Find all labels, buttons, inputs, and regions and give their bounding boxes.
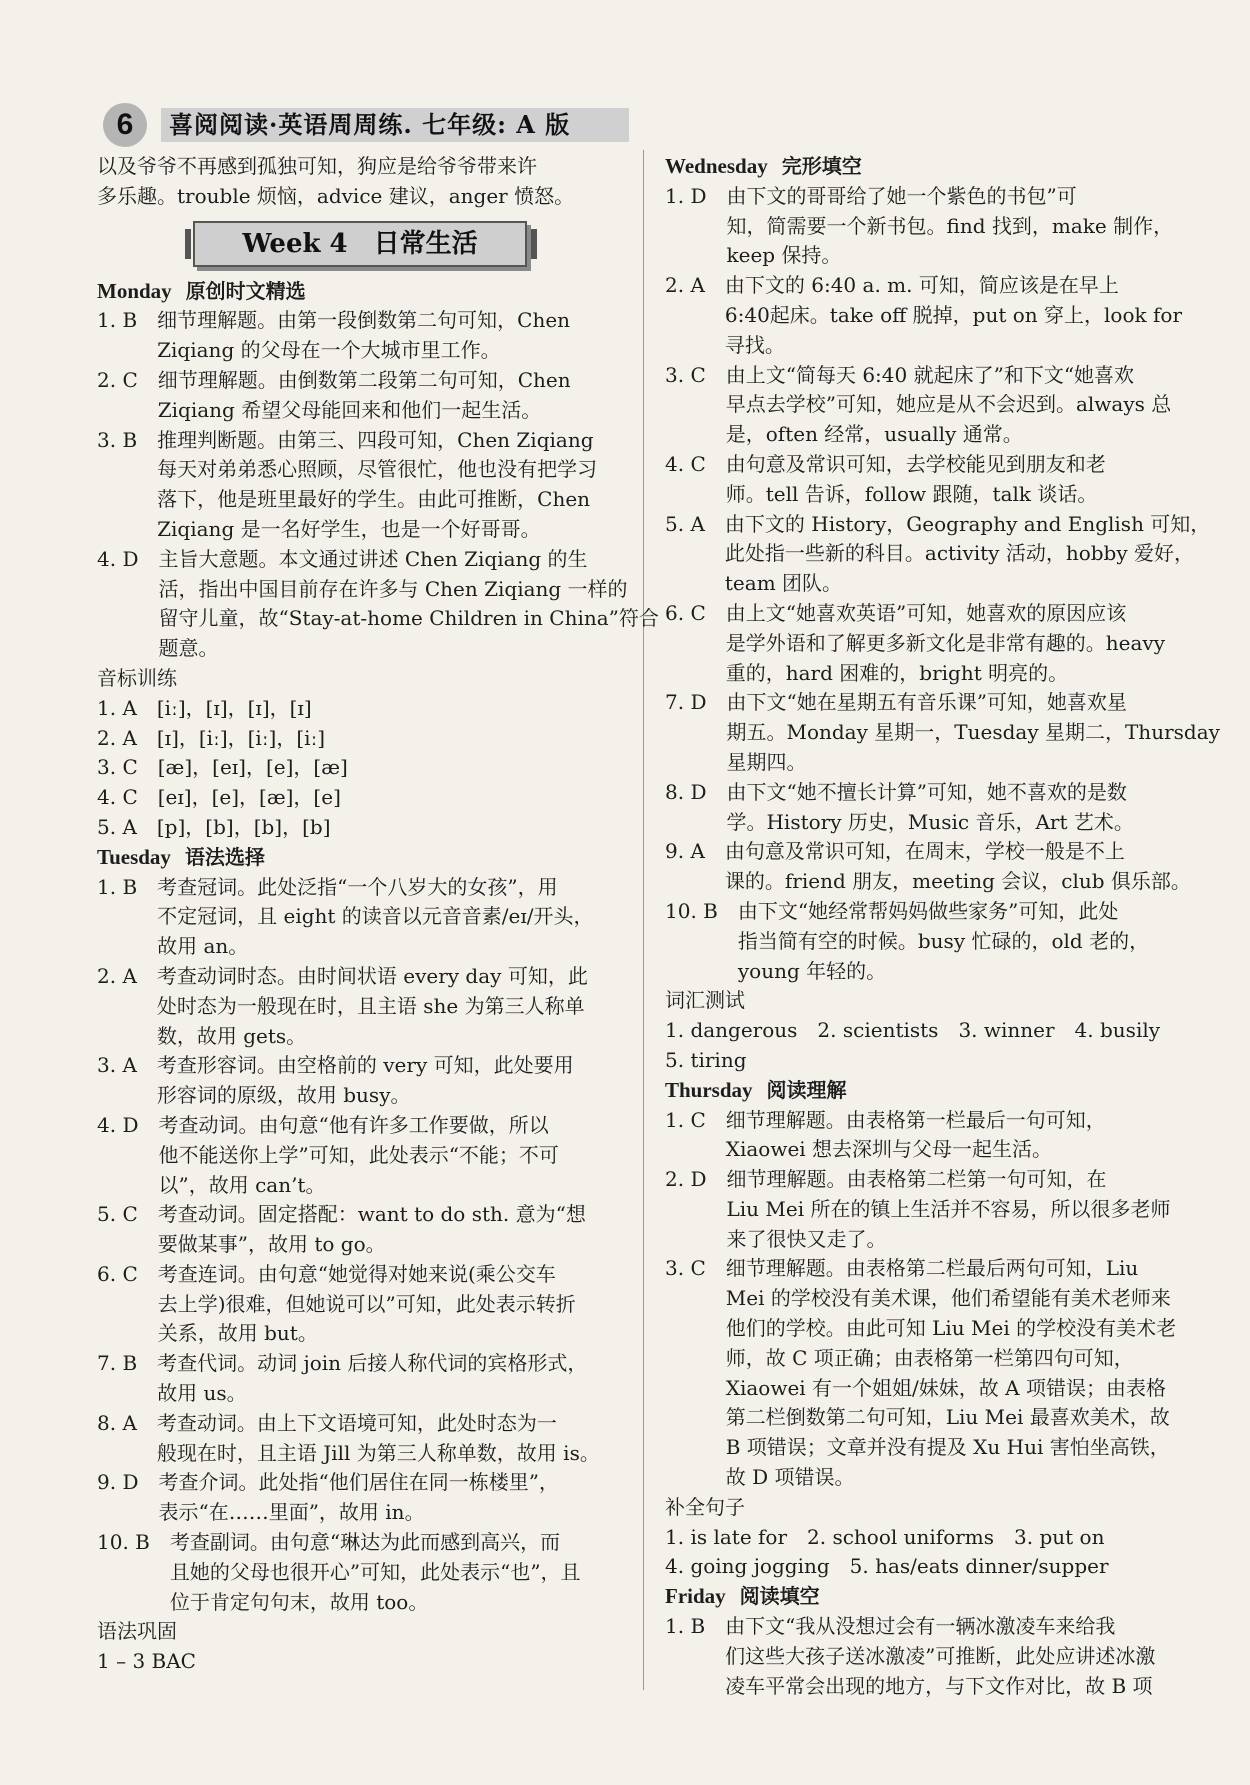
explanation-line: Ziqiang 是一名好学生，也是一个好哥哥。 — [157, 516, 541, 541]
answer-item — [97, 1468, 629, 1528]
explanation-line: 细节理解题。由第一段倒数第二句可知，Chen — [157, 308, 571, 333]
explanation-line: 数，故用 gets。 — [156, 1023, 307, 1048]
answer-number: 7. D — [665, 690, 727, 715]
explanation-line: 早点去学校”可知，她应是从不会迟到。always 总 — [725, 392, 1172, 417]
book-title: 喜阅阅读·英语周周练. 七年级: A 版 — [161, 108, 629, 142]
explanation-line: 考查连词。由句意“她觉得对她来说(乘公交车 — [157, 1261, 556, 1286]
answer-number: 4. D — [97, 546, 159, 571]
explanation-line: 且她的父母也很开心”可知，此处表示“也”，且 — [169, 1559, 581, 1584]
explanation-line: 由下文“我从没想过会有一辆冰激凌车来给我 — [725, 1614, 1116, 1639]
answer-explanation — [726, 599, 1193, 688]
sentence-answer-line: 4. going jogging 5. has/eats dinner/supper — [665, 1554, 1109, 1579]
explanation-line: 星期四。 — [726, 749, 807, 774]
answer-explanation — [158, 545, 658, 664]
explanation-line: Ziqiang 希望父母能回来和他们一起生活。 — [157, 397, 542, 422]
explanation-line: 般现在时，且主语 Jill 为第三人称单数，故用 is。 — [156, 1440, 600, 1465]
answer-item — [97, 1111, 629, 1200]
answer-explanation — [158, 1200, 629, 1260]
answer-item — [665, 688, 1220, 777]
explanation-line: 由句意及常识可知，去学校能见到朋友和老 — [725, 451, 1106, 476]
explanation-line: 细节理解题。由倒数第二段第二句可知，Chen — [157, 367, 571, 392]
answer-number: 3. C — [665, 1256, 726, 1281]
answer-item — [97, 545, 659, 664]
vocab-answer-line: 5. tiring — [665, 1047, 747, 1072]
phonetics-answer: 2. A [ɪ]，[iː]，[iː]，[iː] — [97, 725, 326, 750]
answer-item — [665, 837, 1193, 897]
explanation-line: Ziqiang 的父母在一个大城市里工作。 — [157, 338, 501, 363]
explanation-line: 课的。friend 朋友，meeting 会议，club 俱乐部。 — [724, 869, 1191, 894]
answer-item — [665, 897, 1193, 986]
explanation-line: Xiaowei 想去深圳与父母一起生活。 — [725, 1137, 1053, 1162]
answer-item — [665, 1612, 1193, 1701]
answer-item — [97, 426, 629, 545]
answer-number: 10. B — [665, 898, 738, 923]
explanation-line: 由上文“简每天 6:40 就起床了”和下文“她喜欢 — [725, 362, 1135, 387]
answer-item — [665, 599, 1193, 688]
answer-number: 4. D — [97, 1112, 159, 1137]
answer-number: 6. C — [97, 1261, 158, 1286]
answer-item — [97, 1349, 629, 1409]
explanation-line: B 项错误；文章并没有提及 Xu Hui 害怕坐高铁， — [725, 1435, 1170, 1460]
explanation-line: 形容词的原级，故用 busy。 — [156, 1083, 411, 1108]
explanation-line: 知，简需要一个新书包。find 找到，make 制作， — [726, 213, 1174, 238]
answer-item — [97, 1260, 629, 1349]
explanation-line: 来了很快又走了。 — [726, 1226, 887, 1251]
answer-item — [665, 361, 1193, 450]
phonetics-label: 音标训练 — [97, 665, 177, 690]
answer-explanation — [157, 962, 629, 1051]
answer-explanation — [157, 426, 629, 545]
explanation-line: 师，故 C 项正确；由表格第一栏第四句可知， — [725, 1345, 1134, 1370]
answer-number: 4. C — [665, 451, 726, 476]
explanation-line: 由下文“她在星期五有音乐课”可知，她喜欢星 — [726, 690, 1127, 715]
tuesday-day-label: Tuesday — [97, 844, 171, 869]
explanation-line: 是学外语和了解更多新文化是非常有趣的。heavy — [725, 630, 1165, 655]
answer-explanation — [725, 271, 1193, 360]
answer-number: 2. A — [97, 963, 157, 988]
answer-number: 7. B — [97, 1351, 158, 1376]
answer-explanation — [158, 1260, 629, 1349]
monday-section-title: 原创时文精选 — [185, 278, 306, 303]
grammar-review-answer: 1 – 3 BAC — [97, 1649, 196, 1674]
answer-number: 2. D — [665, 1167, 727, 1192]
answer-explanation — [157, 1409, 629, 1469]
answer-explanation — [726, 182, 1193, 271]
answer-item — [97, 962, 629, 1051]
answer-item — [97, 1409, 629, 1469]
answer-item — [665, 1165, 1193, 1254]
vocab-answer-line: 1. dangerous 2. scientists 3. winner 4. busily — [665, 1018, 1161, 1043]
answer-explanation — [158, 1468, 629, 1528]
answer-item — [665, 450, 1193, 510]
explanation-line: 师。tell 告诉，follow 跟随，talk 谈话。 — [725, 481, 1098, 506]
answer-explanation — [738, 897, 1193, 986]
explanation-line: 推理判断题。由第三、四段可知，Chen Ziqiang — [157, 427, 594, 452]
answer-number: 5. C — [97, 1202, 158, 1227]
answer-explanation — [726, 1254, 1193, 1492]
explanation-line: 们这些大孩子送冰激凌”可推断，此处应讲述冰激 — [725, 1643, 1156, 1668]
explanation-line: 故用 an。 — [157, 934, 249, 959]
explanation-line: 不定冠词，且 eight 的读音以元音音素/eɪ/开头， — [157, 904, 594, 929]
answer-explanation — [726, 450, 1193, 510]
monday-heading — [97, 277, 629, 307]
answer-explanation — [157, 306, 629, 366]
answer-explanation — [157, 1051, 629, 1111]
right-column — [665, 152, 1220, 1701]
page-number: 6 — [103, 103, 147, 147]
explanation-line: 故用 us。 — [157, 1381, 247, 1406]
answer-item — [97, 1200, 629, 1260]
explanation-line: keep 保持。 — [726, 243, 842, 268]
intro-line: 以及爷爷不再感到孤独可知，狗应是给爷爷带来许 — [97, 154, 537, 178]
friday-heading — [665, 1582, 1193, 1612]
answer-explanation — [725, 837, 1193, 897]
phonetics-answer: 5. A [p]，[b]，[b]，[b] — [97, 814, 331, 839]
explanation-line: 细节理解题。由表格第二栏第一句可知，在 — [726, 1167, 1107, 1192]
answer-explanation — [725, 1612, 1193, 1701]
answer-number: 8. A — [97, 1410, 157, 1435]
explanation-line: 细节理解题。由表格第二栏最后两句可知，Liu — [725, 1256, 1139, 1281]
phonetics-answer: 4. C [eɪ]，[e]，[æ]，[e] — [97, 785, 341, 810]
week-banner — [97, 215, 629, 273]
explanation-line: 位于肯定句句末，故用 too。 — [169, 1589, 429, 1614]
answer-item — [665, 1106, 1193, 1166]
explanation-line: 寻找。 — [724, 332, 785, 357]
answer-number: 2. C — [97, 367, 158, 392]
wednesday-day-label: Wednesday — [665, 154, 768, 178]
explanation-line: 故 D 项错误。 — [725, 1465, 855, 1490]
explanation-line: 6:40起床。take off 脱掉，put on 穿上，look for — [724, 302, 1182, 327]
grammar-review-label: 语法巩固 — [97, 1619, 177, 1644]
intro-line: 多乐趣。trouble 烦恼，advice 建议，anger 愤怒。 — [97, 183, 575, 208]
explanation-line: 处时态为一般现在时，且主语 she 为第三人称单 — [156, 993, 585, 1018]
explanation-line: 由下文的 History，Geography and English 可知， — [724, 511, 1211, 536]
explanation-line: 去上学)很难，但她说可以”可知，此处表示转折 — [157, 1291, 576, 1316]
answer-item — [665, 271, 1193, 360]
answer-item — [97, 306, 629, 366]
explanation-line: 由下文的 6:40 a. m. 可知，简应该是在早上 — [724, 273, 1119, 298]
column-divider — [643, 150, 644, 1690]
answer-number: 1. B — [97, 874, 158, 899]
phonetics-answer: 3. C [æ]，[eɪ]，[e]，[æ] — [97, 755, 348, 780]
answer-number: 2. A — [665, 273, 725, 298]
tuesday-heading — [97, 843, 629, 873]
explanation-line: 要做某事”，故用 to go。 — [157, 1232, 386, 1257]
explanation-line: 此处指一些新的科目。activity 活动，hobby 爱好， — [724, 541, 1195, 566]
answer-explanation — [725, 510, 1210, 599]
sentence-completion-label: 补全句子 — [665, 1494, 745, 1519]
answer-number: 1. B — [97, 308, 158, 333]
explanation-line: 指当简有空的时候。busy 忙碌的，old 老的， — [737, 928, 1150, 953]
answer-item — [665, 182, 1193, 271]
explanation-line: Mei 的学校没有美术课，他们希望能有美术老师来 — [725, 1286, 1171, 1311]
phonetics-answer: 1. A [iː]，[ɪ]，[ɪ]，[ɪ] — [97, 695, 312, 720]
answer-explanation — [158, 1111, 629, 1200]
explanation-line: 由下文“她经常帮妈妈做些家务”可知，此处 — [737, 898, 1119, 923]
explanation-line: Liu Mei 所在的镇上生活并不容易，所以很多老师 — [726, 1196, 1171, 1221]
answer-number: 9. A — [665, 839, 725, 864]
vocab-test-label: 词汇测试 — [665, 988, 745, 1013]
answer-explanation — [158, 366, 629, 426]
answer-number: 6. C — [665, 600, 726, 625]
answer-explanation — [157, 873, 629, 962]
explanation-line: 考查动词时态。由时间状语 every day 可知，此 — [156, 963, 588, 988]
explanation-line: 考查形容词。由空格前的 very 可知，此处要用 — [156, 1053, 574, 1078]
answer-number: 5. A — [665, 511, 725, 536]
answer-item — [665, 778, 1193, 838]
answer-item — [97, 1051, 629, 1111]
answer-number: 1. C — [665, 1107, 726, 1132]
explanation-line: 考查动词。由上下文语境可知，此处时态为一 — [156, 1410, 557, 1435]
explanation-line: 第二栏倒数第二句可知，Liu Mei 最喜欢美术，故 — [725, 1405, 1170, 1430]
sentence-answer-line: 1. is late for 2. school uniforms 3. put on — [665, 1524, 1105, 1549]
answer-explanation — [726, 1106, 1193, 1166]
answer-number: 3. C — [665, 362, 726, 387]
left-column — [97, 152, 659, 1677]
page-header — [95, 103, 635, 147]
explanation-line: 凌车平常会出现的地方，与下文作对比，故 B 项 — [725, 1673, 1153, 1698]
explanation-line: 由下文的哥哥给了她一个紫色的书包”可 — [726, 183, 1077, 208]
explanation-line: team 团队。 — [724, 571, 843, 596]
answer-explanation — [726, 361, 1193, 450]
thursday-heading — [665, 1076, 1193, 1106]
friday-day-label: Friday — [665, 1584, 726, 1609]
wednesday-heading — [665, 152, 1193, 182]
explanation-line: 考查动词。固定搭配：want to do sth. 意为“想 — [157, 1202, 586, 1227]
explanation-line: 活，指出中国目前存在许多与 Chen Ziqiang 一样的 — [158, 576, 628, 601]
explanation-line: 由上文“她喜欢英语”可知，她喜欢的原因应该 — [725, 600, 1127, 625]
friday-section-title: 阅读填空 — [739, 1584, 820, 1609]
explanation-line: 关系，故用 but。 — [157, 1321, 318, 1346]
answer-number: 1. D — [665, 183, 727, 208]
explanation-line: 他们的学校。由此可知 Liu Mei 的学校没有美术老 — [725, 1316, 1177, 1341]
tuesday-section-title: 语法选择 — [184, 844, 265, 869]
explanation-line: young 年轻的。 — [737, 958, 887, 983]
answer-explanation — [157, 1349, 629, 1409]
answer-item — [97, 366, 629, 426]
explanation-line: 学。History 历史，Music 音乐，Art 艺术。 — [726, 809, 1134, 834]
answer-item — [97, 1528, 629, 1617]
explanation-line: 考查介词。此处指“他们居住在同一栋楼里”， — [158, 1470, 559, 1495]
answer-explanation — [726, 688, 1219, 777]
explanation-line: 是，often 经常，usually 通常。 — [725, 422, 1023, 447]
answer-explanation — [170, 1528, 629, 1617]
answer-number: 10. B — [97, 1530, 170, 1555]
thursday-section-title: 阅读理解 — [766, 1077, 847, 1102]
explanation-line: 表示“在……里面”，故用 in。 — [158, 1500, 425, 1525]
answer-number: 3. A — [97, 1053, 157, 1078]
explanation-line: 以”，故用 can’t。 — [158, 1172, 326, 1197]
explanation-line: 留守儿童，故“Stay-at-home Children in China”符合 — [158, 606, 659, 631]
answer-number: 1. B — [665, 1614, 726, 1639]
answer-explanation — [726, 778, 1193, 838]
explanation-line: 期五。Monday 星期一，Tuesday 星期二，Thursday — [726, 720, 1220, 745]
week-title: Week 4 日常生活 — [193, 221, 527, 267]
explanation-line: 重的，hard 困难的，bright 明亮的。 — [725, 660, 1069, 685]
answer-item — [665, 1254, 1193, 1492]
answer-item — [665, 510, 1211, 599]
explanation-line: 落下，他是班里最好的学生。由此可推断，Chen — [157, 487, 591, 512]
answer-item — [97, 873, 629, 962]
answer-number: 8. D — [665, 779, 727, 804]
explanation-line: 考查副词。由句意“琳达为此而感到高兴，而 — [169, 1530, 561, 1555]
explanation-line: 每天对弟弟悉心照顾，尽管很忙，他也没有把学习 — [157, 457, 598, 482]
explanation-line: 题意。 — [158, 636, 219, 661]
explanation-line: 考查代词。动词 join 后接人称代词的宾格形式， — [157, 1351, 588, 1376]
explanation-line: 考查动词。由句意“他有许多工作要做，所以 — [158, 1112, 549, 1137]
answer-number: 9. D — [97, 1470, 159, 1495]
answer-number: 3. B — [97, 427, 158, 452]
explanation-line: 主旨大意题。本文通过讲述 Chen Ziqiang 的生 — [158, 546, 588, 571]
explanation-line: 他不能送你上学”可知，此处表示“不能；不可 — [158, 1142, 559, 1167]
monday-day-label: Monday — [97, 278, 172, 303]
explanation-line: 由句意及常识可知，在周末，学校一般是不上 — [724, 839, 1125, 864]
explanation-line: 由下文“她不擅长计算”可知，她不喜欢的是数 — [726, 779, 1127, 804]
explanation-line: 细节理解题。由表格第一栏最后一句可知， — [725, 1107, 1106, 1132]
explanation-line: Xiaowei 有一个姐姐/妹妹，故 A 项错误；由表格 — [725, 1375, 1166, 1400]
wednesday-section-title: 完形填空 — [781, 154, 862, 178]
explanation-line: 考查冠词。此处泛指“一个八岁大的女孩”，用 — [157, 874, 558, 899]
thursday-day-label: Thursday — [665, 1077, 753, 1102]
answer-explanation — [726, 1165, 1193, 1254]
